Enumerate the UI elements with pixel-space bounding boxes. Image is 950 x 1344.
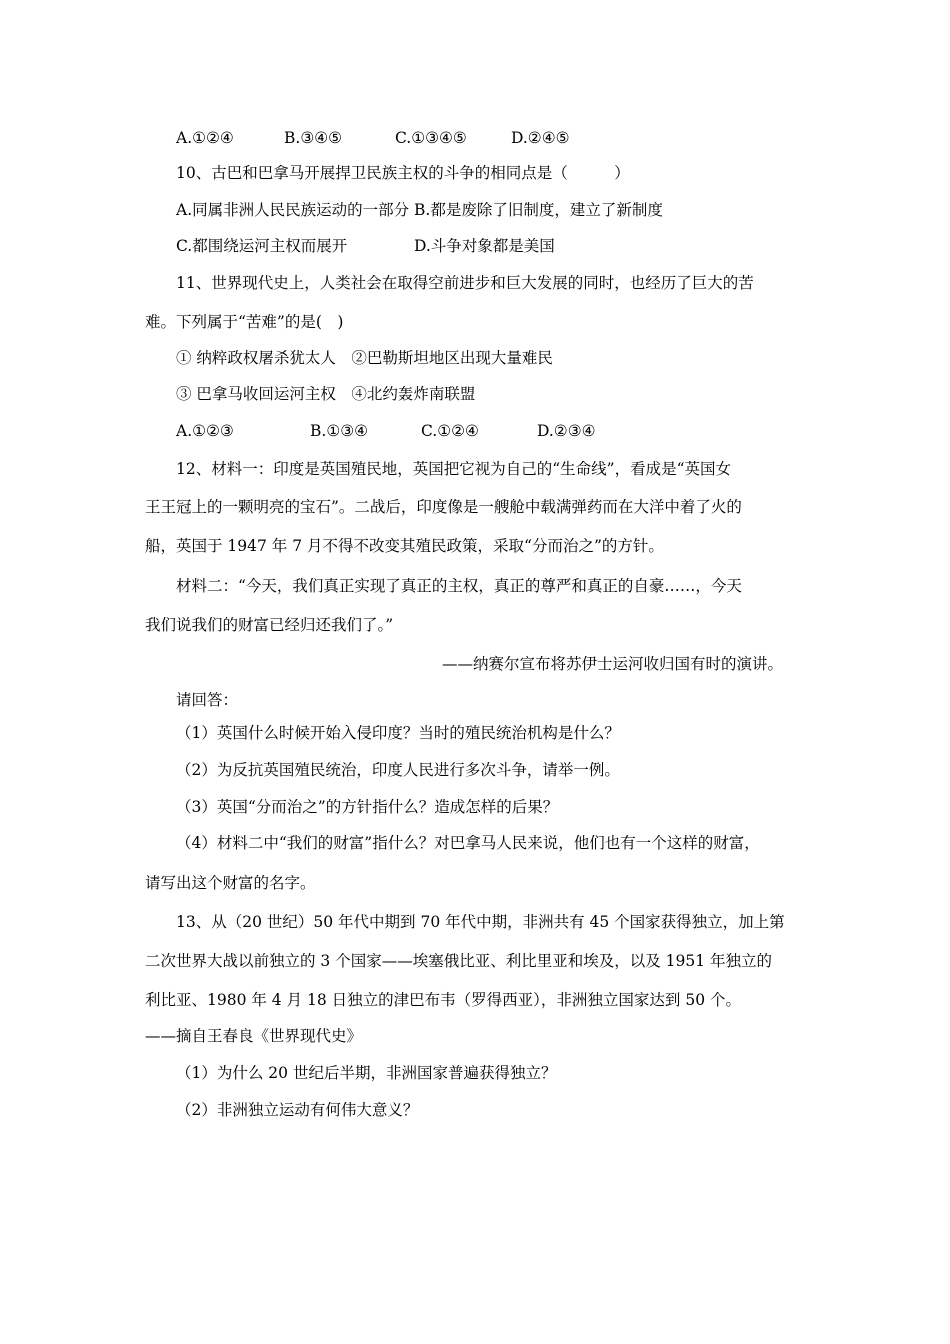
q10-stem: 10、古巴和巴拿马开展捍卫民族主权的斗争的相同点是（ ） xyxy=(176,164,630,182)
q12-sub-question-4-line-2: 请写出这个财富的名字。 xyxy=(145,874,316,892)
q12-sub-question-1: （1）英国什么时候开始入侵印度？当时的殖民统治机构是什么？ xyxy=(176,724,620,742)
q11-stem-line-2: 难。下列属于“苦难”的是( ) xyxy=(145,313,344,331)
q12-material-1-line-3: 船，英国于 1947 年 7 月不得不改变其殖民政策，采取“分而治之”的方针。 xyxy=(145,537,664,555)
q12-sub-question-3: （3）英国“分而治之”的方针指什么？造成怎样的后果？ xyxy=(176,798,559,816)
q12-material-1-line-1: 12、材料一：印度是英国殖民地，英国把它视为自己的“生命线”，看成是“英国女 xyxy=(176,460,731,478)
q12-material-2-line-1: 材料二：“今天，我们真正实现了真正的主权，真正的尊严和真正的自豪……，今天 xyxy=(176,577,742,595)
q12-material-1-line-2: 王王冠上的一颗明亮的宝石”。二战后，印度像是一艘舱中载满弹药而在大洋中着了火的 xyxy=(145,498,742,516)
q13-source: ——摘自王春良《世界现代史》 xyxy=(145,1027,363,1045)
q10-option-a: A.同属非洲人民民族运动的一部分 xyxy=(176,201,410,219)
q9-option-d: D.②④⑤ xyxy=(511,129,570,147)
q10-option-d: D.斗争对象都是美国 xyxy=(414,237,555,255)
q10-option-c: C.都围绕运河主权而展开 xyxy=(176,237,348,255)
q12-sub-question-2: （2）为反抗英国殖民统治，印度人民进行多次斗争，请举一例。 xyxy=(176,761,620,779)
q11-stem-line-1: 11、世界现代史上，人类社会在取得空前进步和巨大发展的同时，也经历了巨大的苦 xyxy=(176,274,754,292)
q11-option-c: C.①②④ xyxy=(421,422,479,440)
q13-text-line-2: 二次世界大战以前独立的 3 个国家——埃塞俄比亚、利比里亚和埃及，以及 1951 年独立的 xyxy=(145,952,773,970)
q13-sub-question-1: （1）为什么 20 世纪后半期，非洲国家普遍获得独立？ xyxy=(176,1064,557,1082)
q12-material-2-line-2: 我们说我们的财富已经归还我们了。” xyxy=(145,616,394,634)
q11-option-b: B.①③④ xyxy=(310,422,369,440)
q12-source: ——纳赛尔宣布将苏伊士运河收归国有时的演讲。 xyxy=(442,655,784,673)
q12-prompt: 请回答： xyxy=(176,691,239,709)
q13-text-line-1: 13、从（20 世纪）50 年代中期到 70 年代中期，非洲共有 45 个国家获得独立，加上第 xyxy=(176,913,785,931)
q10-option-b: B.都是废除了旧制度，建立了新制度 xyxy=(414,201,663,219)
q11-option-a: A.①②③ xyxy=(176,422,234,440)
q9-option-a: A.①②④ xyxy=(176,129,234,147)
q9-option-c: C.①③④⑤ xyxy=(395,129,467,147)
q13-sub-question-2: （2）非洲独立运动有何伟大意义？ xyxy=(176,1101,419,1119)
q13-text-line-3: 利比亚、1980 年 4 月 18 日独立的津巴布韦（罗得西亚），非洲独立国家达到 50 个。 xyxy=(145,991,741,1009)
q11-items-line-2: ③ 巴拿马收回运河主权 ④北约轰炸南联盟 xyxy=(176,385,476,403)
q11-items-line-1: ① 纳粹政权屠杀犹太人 ②巴勒斯坦地区出现大量难民 xyxy=(176,349,553,367)
q9-option-b: B.③④⑤ xyxy=(284,129,343,147)
q12-sub-question-4-line-1: （4）材料二中“我们的财富”指什么？对巴拿马人民来说，他们也有一个这样的财富， xyxy=(176,834,760,852)
q11-option-d: D.②③④ xyxy=(537,422,596,440)
